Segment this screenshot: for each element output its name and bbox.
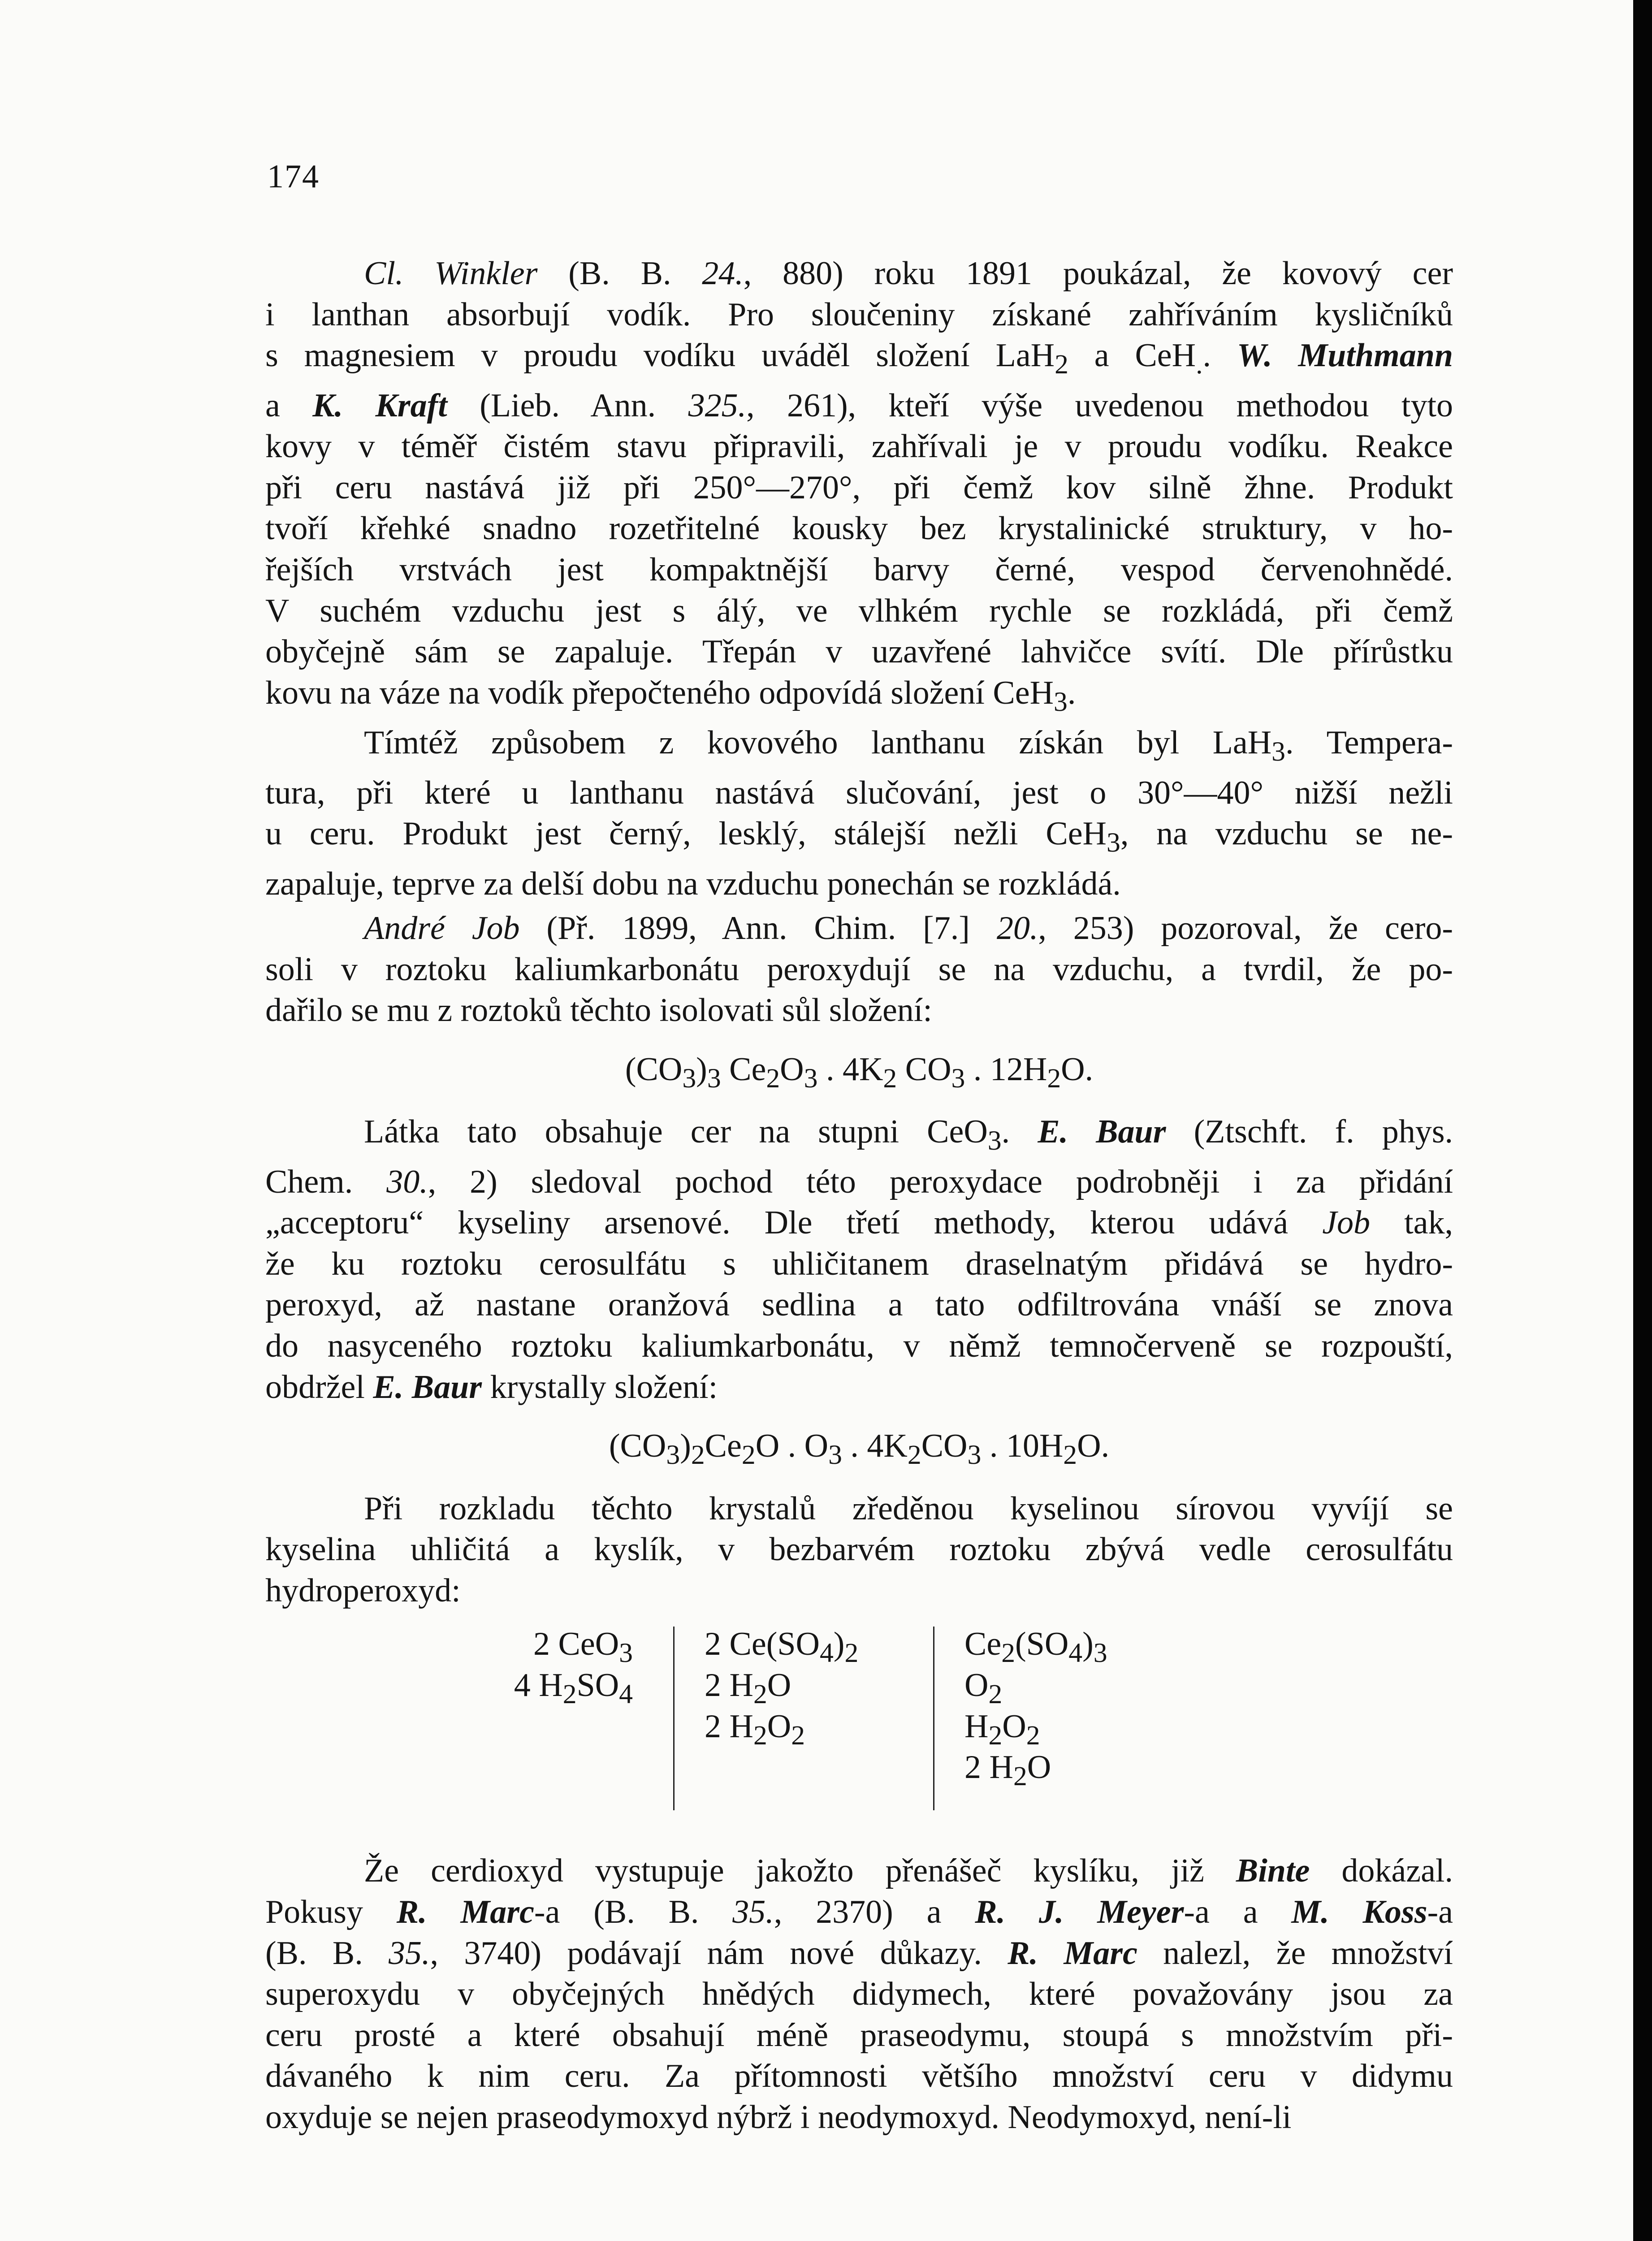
table-divider (673, 1627, 675, 1810)
reaction-table (480, 1624, 1144, 1839)
text-line: dávaného k nim ceru. Za přítomnosti většího množství ceru v didymu (265, 2058, 1453, 2095)
text-line: oxyduje se nejen praseodymoxyd nýbrž i neodymoxyd. Neodymoxyd, není-li (265, 2098, 1292, 2136)
text-line: kyselina uhličitá a kyslík, v bezbarvém roztoku zbývá vedle cerosulfátu (265, 1531, 1453, 1568)
text-line: řejších vrstvách jest kompaktnější barvy černé, vespod červenohnědé. (265, 551, 1453, 588)
text-line: Chem. 30., 2) sledoval pochod této peroxydace podrobněji i za přidání (265, 1163, 1453, 1200)
paragraph-baur (265, 1112, 1453, 1408)
reaction-term: 2 $H_2O_2$ (705, 1708, 805, 1751)
reaction-term: $O_2$ (964, 1666, 1003, 1709)
text-line: hydroperoxyd: (265, 1572, 461, 1609)
text-line: Při rozkladu těchto krystalů zředěnou kyselinou sírovou vyvíjí se (364, 1490, 1453, 1527)
text-line: zapaluje, teprve za delší dobu na vzduchu ponechán se rozkládá. (265, 865, 1121, 902)
reaction-term: 2 $H_2O$ (705, 1666, 791, 1709)
text-line: superoxydu v obyčejných hnědých didymech, které považovány jsou za (265, 1976, 1453, 2013)
formula-job: $(CO_3)_3$ $Ce_2O_3$ . $4K_2$ $CO_3$ . $12H_2O$. (625, 1051, 1094, 1094)
text-line: dařilo se mu z roztoků těchto isolovati sůl složení: (265, 992, 932, 1029)
text-line: tura, při které u lanthanu nastává slučování, jest o 30°—40° nižší nežli (265, 774, 1453, 811)
text-line: Pokusy R. Marc-a (B. B. 35., 2370) a R. J. Meyer-a a M. Koss-a (265, 1893, 1453, 1930)
text-line: peroxyd, až nastane oranžová sedlina a tato odfiltrována vnáší se znova (265, 1286, 1453, 1324)
scan-edge (1633, 0, 1652, 2241)
reaction-left-column (480, 1624, 633, 1709)
text-line: obyčejně sám se zapaluje. Třepán v uzavřené lahvičce svítí. Dle přírůstku (265, 633, 1453, 671)
formula-baur: $(CO_3)_2Ce_2O$ . $O_3$ . $4K_2CO_3$ . $10H_2O$. (609, 1428, 1110, 1471)
paragraph-lanthan (265, 722, 1453, 904)
reaction-term: 2 CeO$_3$ (533, 1626, 633, 1669)
text-line: kovy v téměř čistém stavu připravili, zahřívali je v proudu vodíku. Reakce (265, 428, 1453, 465)
text-line: kovu na váze na vodík přepočteného odpovídá složení CeH$_3$. (265, 674, 1076, 717)
text-line: do nasyceného roztoku kaliumkarbonátu, v němž temnočerveně se rozpouští, (265, 1328, 1453, 1365)
text-line: Že cerdioxyd vystupuje jakožto přenášeč kyslíku, již Binte dokázal. (364, 1852, 1453, 1890)
paragraph-cerdioxyd (265, 1851, 1453, 2138)
text-line: že ku roztoku cerosulfátu s uhličitanem draselnatým přidává se hydro- (265, 1245, 1453, 1282)
text-line: při ceru nastává již při 250°—270°, při čemž kov silně žhne. Produkt (265, 469, 1453, 506)
body-text (265, 253, 1453, 2138)
table-divider (933, 1627, 934, 1810)
text-line: s magnesiem v proudu vodíku uváděl složení LaH$_2$ a CeH$_.$. W. Muthmann (265, 337, 1453, 380)
text-line: obdržel E. Baur krystally složení: (265, 1368, 718, 1406)
text-line: Tímtéž způsobem z kovového lanthanu získán byl LaH$_3$. Tempera- (364, 724, 1453, 767)
text-line: ceru prosté a které obsahují méně praseodymu, stoupá s množstvím při- (265, 2016, 1453, 2054)
text-line: Látka tato obsahuje cer na stupni CeO$_3$. E. Baur (Ztschft. f. phys. (364, 1113, 1453, 1156)
text-line: soli v roztoku kaliumkarbonátu peroxydují se na vzduchu, a tvrdil, že po- (265, 951, 1453, 988)
reaction-term: $Ce_2(SO_4)_3$ (964, 1626, 1107, 1669)
text-line: V suchém vzduchu jest s álý, ve vlhkém rychle se rozkládá, při čemž (265, 592, 1453, 629)
text-line: Cl. Winkler (B. B. 24., 880) roku 1891 poukázal, že kovový cer (364, 255, 1453, 292)
reaction-term: 2 $Ce(SO_4)_2$ (705, 1626, 859, 1669)
text-line: „acceptoru“ kyseliny arsenové. Dle třetí methody, kterou udává Job tak, (265, 1204, 1453, 1242)
page-number: 174 (267, 158, 320, 195)
paragraph-winkler (265, 253, 1453, 722)
text-line: André Job (Př. 1899, Ann. Chim. [7.] 20., 253) pozoroval, že cero- (364, 910, 1453, 947)
reaction-right-column (964, 1624, 1144, 1791)
text-line: u ceru. Produkt jest černý, lesklý, stálejší nežli CeH$_3$, na vzduchu se ne- (265, 815, 1453, 858)
reaction-middle-column (705, 1624, 884, 1751)
text-line: tvoří křehké snadno rozetřitelné kousky bez krystalinické struktury, v ho- (265, 510, 1453, 547)
reaction-term: 4 $H_2SO_4$ (514, 1666, 633, 1709)
text-line: i lanthan absorbují vodík. Pro sloučeniny získané zahříváním kysličníků (265, 296, 1453, 333)
reaction-term: 2 $H_2O$ (964, 1749, 1051, 1791)
text-line: (B. B. 35., 3740) podávají nám nové důkazy. R. Marc nalezl, že množství (265, 1934, 1453, 1972)
paragraph-decomposition (265, 1488, 1453, 1612)
reaction-term: $H_2O_2$ (964, 1708, 1040, 1751)
paragraph-job (265, 908, 1453, 1031)
text-line: a K. Kraft (Lieb. Ann. 325., 261), kteří výše uvedenou methodou tyto (265, 387, 1453, 424)
